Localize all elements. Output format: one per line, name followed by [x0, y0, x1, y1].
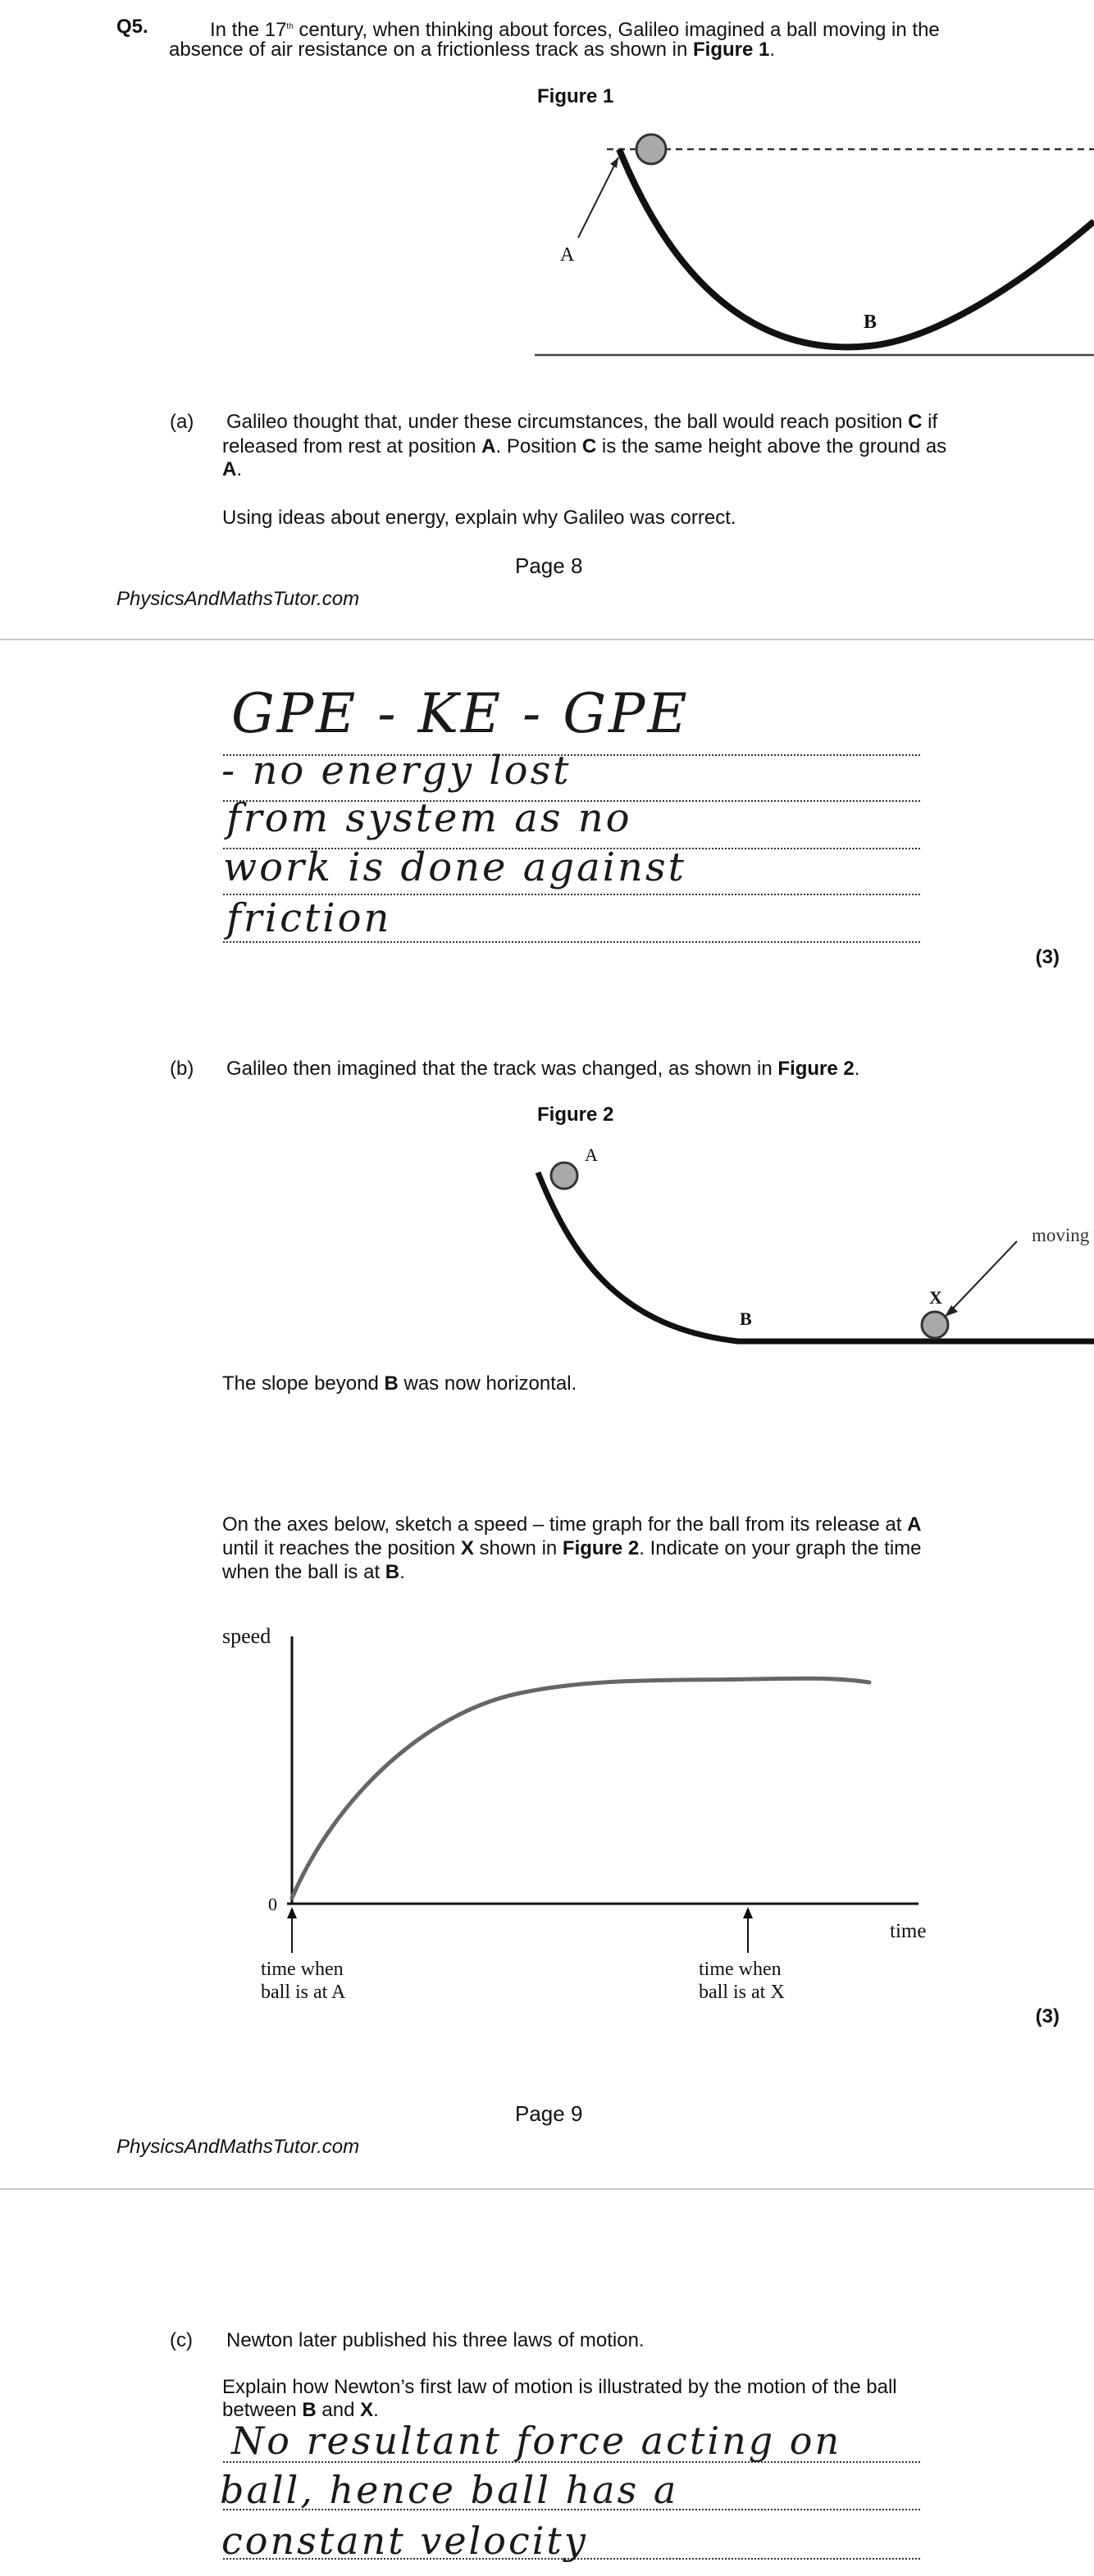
handwritten-answer-line: constant velocity	[221, 2519, 588, 2563]
handwritten-answer-line: No resultant force acting on	[231, 2419, 842, 2463]
part-b-instruction-line3	[222, 1560, 405, 1584]
figure2-arrowhead	[945, 1305, 958, 1317]
part-a-pos-a: A	[222, 458, 237, 480]
intro-superscript: th	[286, 22, 294, 31]
graph-origin-label: 0	[268, 1894, 277, 1914]
page-separator	[0, 2188, 1094, 2190]
graph-time-x-line1: time when	[699, 1959, 782, 1980]
part-a-line2	[222, 435, 946, 458]
answer-line	[223, 941, 920, 943]
part-b-text: when the ball is at	[222, 1561, 385, 1583]
handwritten-answer-line: from system as no	[226, 795, 632, 841]
speed-time-graph	[246, 1632, 919, 1976]
part-a-line1	[226, 410, 937, 434]
figure1-title: Figure 1	[537, 85, 614, 107]
part-c-letter: (c)	[170, 2329, 193, 2351]
part-b-text: The slope beyond	[222, 1372, 385, 1395]
figure1-arrow-a	[578, 157, 618, 238]
figure1-ball	[636, 134, 666, 164]
page-separator	[0, 639, 1094, 640]
part-a-pos-a: A	[481, 435, 496, 457]
graph-x-axis-label: time	[890, 1920, 927, 1942]
part-c-text: .	[373, 2399, 379, 2421]
part-a-pos-c: C	[908, 411, 923, 433]
handwritten-answer-line: ball, hence ball has a	[220, 2468, 679, 2512]
intro-text-rest: century, when thinking about forces, Galileo imagined a ball moving in the	[293, 19, 940, 41]
figure1-label-a: A	[560, 244, 575, 266]
part-a-text: Galileo thought that, under these circumstances, the ball would reach position	[226, 411, 909, 433]
handwritten-answer-line: - no energy lost	[221, 748, 572, 794]
part-b-text: . Indicate on your graph the time	[639, 1537, 922, 1559]
part-b-instruction-line1	[222, 1513, 921, 1536]
graph-time-a-line2: ball is at A	[261, 1982, 346, 2003]
part-a-text: released from rest at position	[222, 435, 482, 457]
graph-arrowhead-time-a	[287, 1907, 297, 1918]
part-b-text: .	[399, 1561, 405, 1583]
part-a-instruction: Using ideas about energy, explain why Galileo was correct.	[222, 507, 736, 529]
part-b-intro	[226, 1057, 859, 1081]
figure2-diagram	[525, 1140, 1094, 1353]
intro-line2-text: absence of air resistance on a frictionless track as shown in	[169, 39, 693, 61]
graph-time-x-line2: ball is at X	[699, 1982, 785, 2003]
handwritten-answer-line: work is done against	[223, 844, 686, 890]
figure1-label-b: B	[864, 312, 877, 333]
page-footer: PhysicsAndMathsTutor.com	[116, 2136, 360, 2158]
figure2-label-x: X	[929, 1287, 942, 1308]
part-c-pos-x: X	[360, 2399, 374, 2421]
marks-label: (3)	[1035, 946, 1060, 968]
part-b-text: until it reaches the position	[222, 1537, 461, 1559]
page-number: Page 8	[515, 553, 583, 578]
figure1-arrowhead-a	[610, 157, 618, 168]
part-b-pos-a: A	[907, 1513, 922, 1536]
part-b-text: Galileo then imagined that the track was changed, as shown in	[226, 1058, 778, 1080]
question-intro-line2	[169, 38, 775, 61]
handwritten-answer-line: GPE - KE - GPE	[231, 682, 690, 745]
page-footer: PhysicsAndMathsTutor.com	[116, 588, 360, 610]
part-a-text: if	[922, 411, 938, 433]
graph-arrowhead-time-x	[743, 1907, 753, 1918]
figure2-title: Figure 2	[537, 1104, 614, 1126]
part-c-text: between	[222, 2399, 303, 2421]
part-a-text: is the same height above the ground as	[596, 435, 947, 457]
graph-sketch-curve	[292, 1678, 869, 1898]
graph-time-at-x-label	[699, 1958, 785, 2004]
intro-line2-end: .	[769, 39, 776, 61]
intro-text: In the 17	[210, 19, 287, 41]
part-b-text: was now horizontal.	[398, 1372, 577, 1395]
part-b-pos-x: X	[460, 1537, 474, 1559]
figure2-label-moving: moving	[1032, 1225, 1090, 1245]
part-c-instruction-line1: Explain how Newton’s first law of motion is illustrated by the motion of the ball	[222, 2376, 897, 2398]
part-b-figure-ref: Figure 2	[562, 1537, 640, 1559]
part-c-intro: Newton later published his three laws of motion.	[226, 2329, 645, 2351]
figure2-label-a: A	[585, 1145, 598, 1165]
graph-time-a-line1: time when	[261, 1959, 344, 1980]
figure2-label-b: B	[740, 1308, 752, 1329]
part-a-letter: (a)	[170, 411, 194, 433]
part-b-figure-ref: Figure 2	[777, 1058, 855, 1080]
part-b-pos-b: B	[384, 1372, 399, 1395]
figure2-arrow-moving	[951, 1241, 1017, 1310]
part-c-text: and	[316, 2399, 361, 2421]
part-a-text: . Position	[495, 435, 582, 457]
question-number: Q5.	[116, 16, 148, 38]
part-a-line3	[222, 457, 242, 481]
part-b-letter: (b)	[170, 1058, 194, 1080]
part-a-text: .	[236, 458, 243, 480]
graph-y-axis-label: speed	[222, 1624, 271, 1648]
figure1-track	[619, 149, 1094, 347]
part-b-text: shown in	[473, 1537, 563, 1559]
figure2-ball-a	[551, 1163, 577, 1189]
figure1-diagram	[525, 123, 1094, 369]
intro-figure-ref: Figure 1	[692, 39, 770, 61]
part-b-text: On the axes below, sketch a speed – time graph for the ball from its release at	[222, 1513, 908, 1536]
handwritten-answer-line: friction	[226, 895, 392, 941]
part-b-pos-b: B	[385, 1561, 400, 1583]
marks-label: (3)	[1035, 2005, 1060, 2028]
part-b-slope-text	[222, 1372, 577, 1395]
part-c-pos-b: B	[302, 2399, 317, 2421]
part-b-text: .	[854, 1058, 860, 1080]
figure2-track	[538, 1172, 1094, 1341]
part-b-instruction-line2	[222, 1536, 921, 1560]
part-a-pos-c: C	[581, 435, 597, 457]
page-number: Page 9	[515, 2101, 583, 2126]
graph-time-at-a-label	[261, 1958, 345, 2004]
figure2-ball-x	[922, 1312, 948, 1338]
